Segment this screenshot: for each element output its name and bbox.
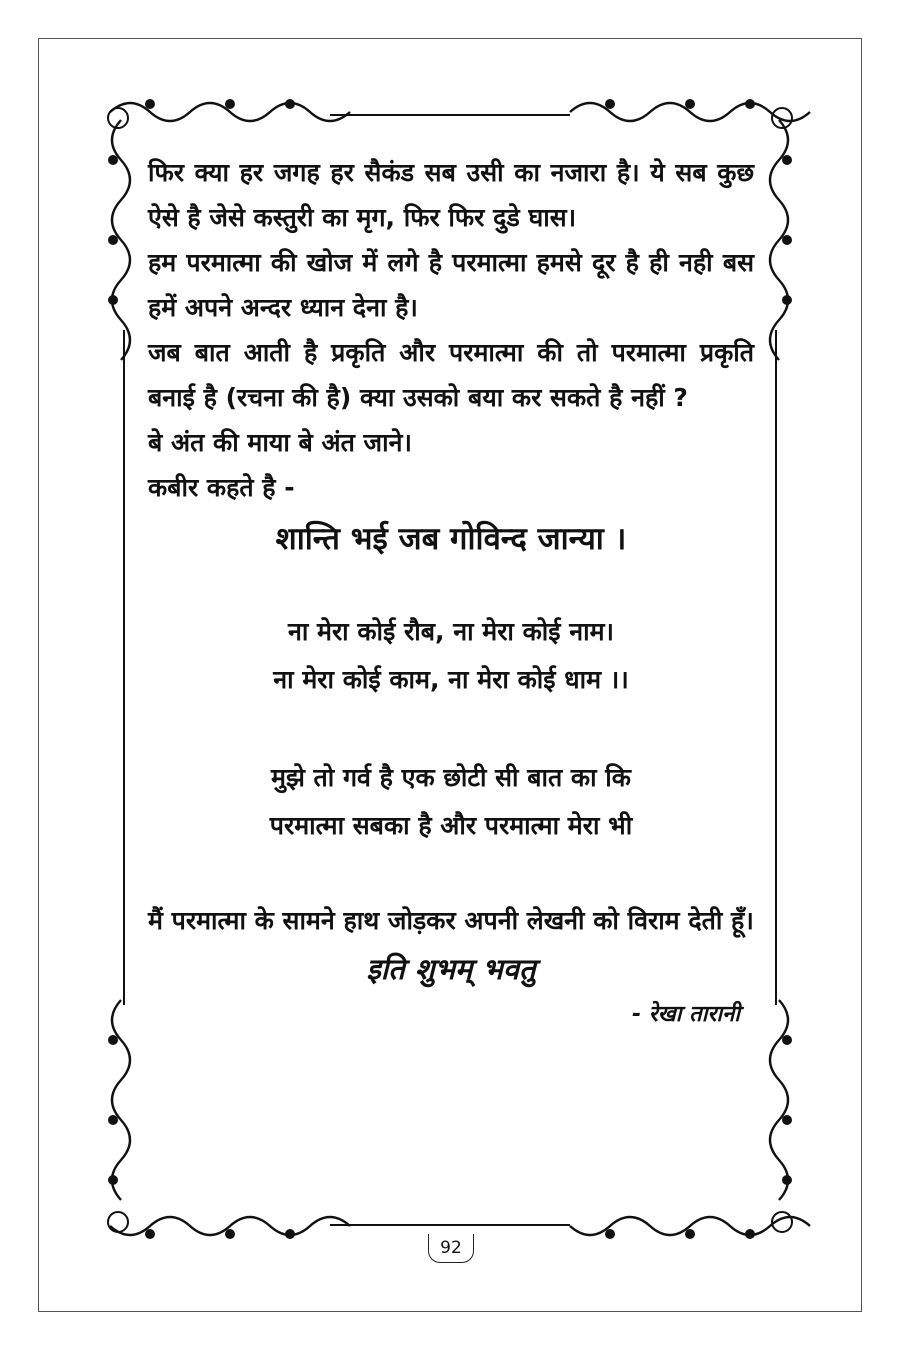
page-number: 92: [428, 1234, 474, 1263]
pride-line-1: मुझे तो गर्व है एक छोटी सी बात का कि: [271, 763, 631, 792]
paragraph-3: जब बात आती है प्रकृति और परमात्मा की तो परमात्मा प्रकृति बनाई है (रचना की है) क्या उसको बया कर सकते है नहीं ?: [148, 338, 754, 412]
closing-blessing: इति शुभम् भवतु: [366, 952, 536, 986]
paragraph-2: हम परमात्मा की खोज में लगे है परमात्मा हमसे दूर है ही नही बस हमें अपने अन्दर ध्यान देना है।: [148, 248, 754, 322]
couplet-line-1: ना मेरा कोई रौब, ना मेरा कोई नाम।: [287, 617, 615, 646]
pride-line-2: परमात्मा सबका है और परमात्मा मेरा भी: [269, 811, 633, 840]
author-signature: - रेखा तारानी: [632, 1002, 740, 1027]
page-content: [148, 150, 754, 1035]
kabir-quote: शान्ति भई जब गोविन्द जान्या ।: [275, 521, 627, 557]
paragraph-4: बे अंत की माया बे अंत जाने।: [148, 428, 412, 457]
paragraph-5: कबीर कहते है -: [148, 473, 295, 502]
final-paragraph: मैं परमात्मा के सामने हाथ जोड़कर अपनी लेखनी को विराम देती हूँ।: [148, 906, 754, 935]
paragraph-1: फिर क्या हर जगह हर सैकंड सब उसी का नजारा है। ये सब कुछ ऐसे है जेसे कस्तुरी का मृग, फिर फिर दुडे घास।: [148, 158, 754, 232]
couplet-line-2: ना मेरा कोई काम, ना मेरा कोई धाम ।।: [273, 665, 629, 694]
